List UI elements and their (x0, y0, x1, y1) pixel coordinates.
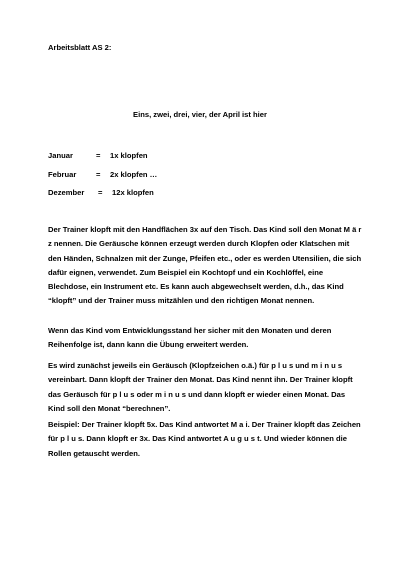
paragraph-instructions: Der Trainer klopft mit den Handflächen 3x auf den Tisch. Das Kind soll den Monat M ä r z nennen. Die Geräusche können erzeugt werden durch Klopfen oder Klatschen mit den Händen, Schnalzen mit der Zunge, Pfeifen etc., oder es werden Utensilien, die sich dafür eignen, verwendet. Zum Beispiel ein Kochtopf und ein Kochlöffel, eine Blechdose, ein Instrument etc. Es kann auch abgewechselt werden, d.h., das Kind “klopft” und der Trainer muss mitzählen und den richtigen Monat nennen. (48, 225, 362, 306)
paragraph-plus-minus: Es wird zunächst jeweils ein Geräusch (Klopfzeichen o.ä.) für p l u s und m i n u s vereinbart. Dann klopft der Trainer den Monat. Das Kind nennt ihn. Der Trainer klopft das Geräusch für p l u s oder m i n u s und dann klopft er wieder einen Monat. Das Kind soll den Monat “berechnen”. (48, 361, 353, 413)
worksheet-subtitle: Eins, zwei, drei, vier, der April ist hier (133, 110, 267, 119)
month-name: Januar (48, 151, 73, 160)
knock-count: 1x klopfen (110, 151, 148, 160)
knock-count: 2x klopfen … (110, 170, 158, 179)
equals-sign: = (96, 151, 101, 160)
month-row-januar (48, 151, 148, 160)
paragraph-extension: Wenn das Kind vom Entwicklungsstand her sicher mit den Monaten und deren Reihenfolge ist, dann kann die Übung erweitert werden. (48, 326, 332, 350)
month-name: Februar (48, 170, 77, 179)
month-name: Dezember (48, 188, 85, 197)
equals-sign: = (98, 188, 103, 197)
paragraph-example: Beispiel: Der Trainer klopft 5x. Das Kind antwortet M a i. Der Trainer klopft das Zeichen für p l u s. Dann klopft er 3x. Das Kind antwortet A u g u s t. Und wieder können die Rollen getauscht werden. (48, 420, 361, 458)
sheet-title: Arbeitsblatt AS 2: (48, 43, 112, 52)
month-row-dezember (48, 188, 154, 197)
knock-count: 12x klopfen (112, 188, 154, 197)
month-row-februar (48, 170, 157, 179)
equals-sign: = (96, 170, 101, 179)
